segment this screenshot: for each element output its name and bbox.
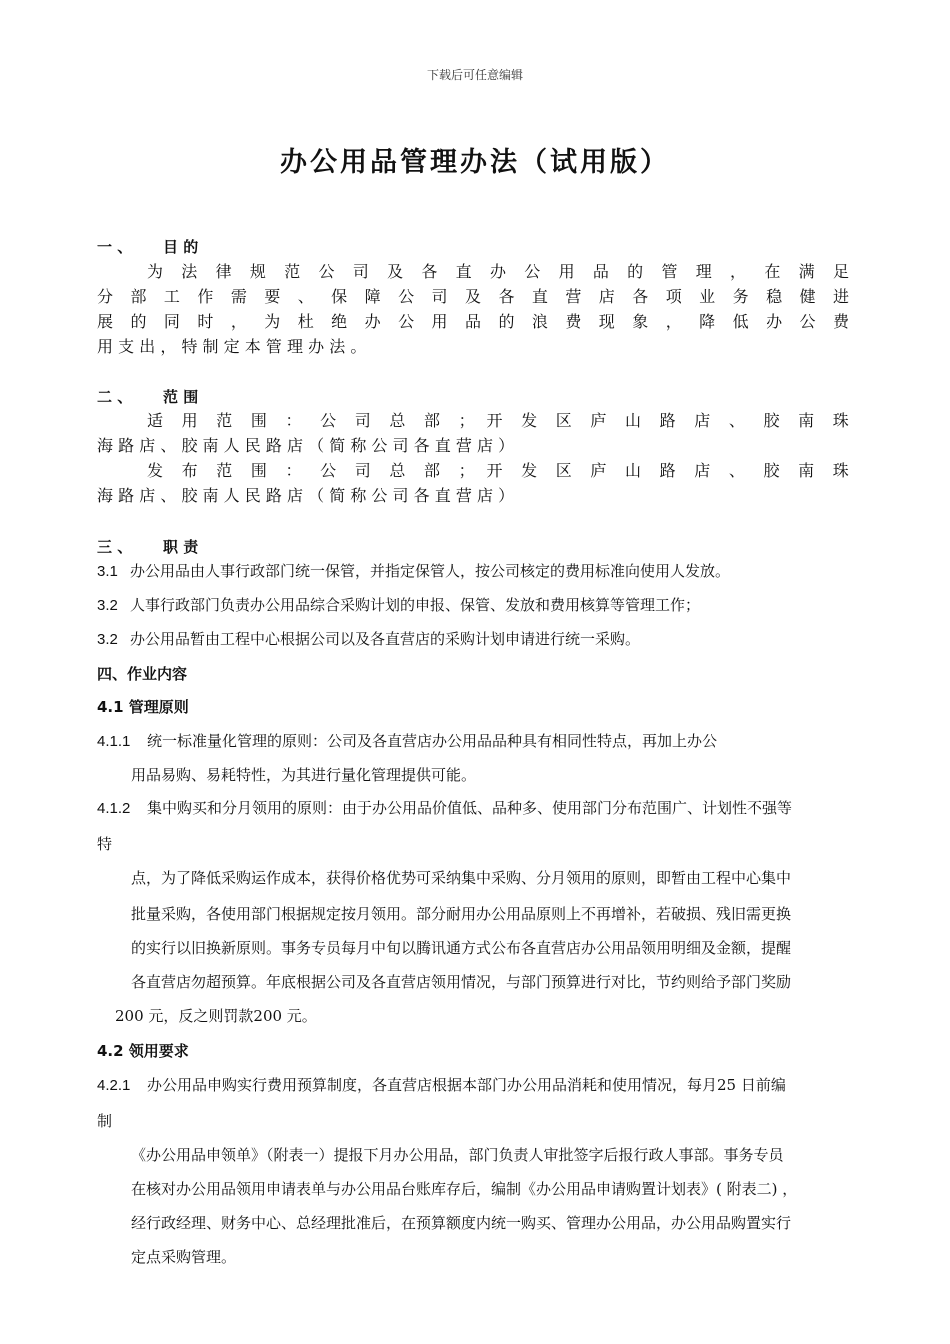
item-text: 人事行政部门负责办公用品综合采购计划的申报、保管、发放和费用核算等管理工作； [130,596,701,614]
paragraph-line [97,796,849,820]
subsection-heading: 4.2 领用要求 [97,1042,189,1060]
section-body-scope [97,408,849,508]
paragraph-line: 展 的 同 时 ， 为 杜 绝 办 公 用 品 的 浪 费 现 象 ， 降 低 办 公 费 [97,312,849,331]
section-heading-purpose [97,236,849,258]
section-body-purpose [97,259,849,359]
item-text: 办公用品申购实行费用预算制度，各直营店根据本部门办公用品消耗和使用情况，每月25 日前编 [147,1076,786,1094]
paragraph-line: 海 路 店 、 胶 南 人 民 路 店 （ 简 称 公 司 各 直 营 店 ） [97,436,515,455]
item-number: 4.1.1 [97,733,131,750]
section-number: 三 、 [97,538,133,556]
item-number: 4.1.2 [97,800,131,817]
paragraph-line: 为 法 律 规 范 公 司 及 各 直 办 公 用 品 的 管 理 ， 在 满 足 [147,262,849,281]
item-text: 办公用品由人事行政部门统一保管，并指定保管人，按公司核定的费用标准向使用人发放。 [130,562,731,580]
paragraph-line: 用 支 出 ， 特 制 定 本 管 理 办 法 。 [97,337,367,356]
item-text: 集中购买和分月领用的原则：由于办公用品价值低、品种多、使用部门分布范围广、计划性不强等 [147,799,793,817]
section-number: 二 、 [97,388,133,406]
paragraph-line: 定点采购管理。 [131,1248,237,1266]
item-number: 3.2 [97,597,118,614]
section-heading-duties [97,536,849,558]
paragraph-line: 适 用 范 围 ： 公 司 总 部 ； 开 发 区 庐 山 路 店 、 胶 南 珠 [147,411,849,430]
paragraph-line: 用品易购、易耗特性，为其进行量化管理提供可能。 [131,766,477,784]
paragraph-line: 的实行以旧换新原则。事务专员每月中旬以腾讯通方式公布各直营店办公用品领用明细及金额，提醒 [131,939,792,957]
paragraph-line: 各直营店勿超预算。年底根据公司及各直营店领用情况，与部门预算进行对比，节约则给予部门奖励 [131,973,792,991]
section-title: 范 围 [163,388,199,406]
subsection-heading: 4.1 管理原则 [97,698,189,716]
paragraph-line: 特 [97,835,113,853]
paragraph-line: 发 布 范 围 ： 公 司 总 部 ； 开 发 区 庐 山 路 店 、 胶 南 珠 [147,461,849,480]
item-number: 4.2.1 [97,1077,131,1094]
list-item [97,627,849,651]
section-title: 职 责 [163,538,199,556]
list-item [97,593,849,617]
paragraph-line: 制 [97,1112,113,1130]
paragraph-line: 200 元，反之则罚款200 元。 [115,1007,317,1025]
paragraph-line: 点，为了降低采购运作成本，获得价格优势可采纳集中采购、分月领用的原则，即暂由工程中心集中 [131,869,792,887]
list-item [97,559,849,583]
header-note: 下载后可任意编辑 [426,68,523,82]
paragraph-line: 在核对办公用品领用申请表单与办公用品台账库存后，编制《办公用品申请购置计划表》( 附表二) ， [131,1180,798,1198]
page-title: 办公用品管理办法（试用版） [280,147,670,178]
paragraph-line: 分 部 工 作 需 要 、 保 障 公 司 及 各 直 营 店 各 项 业 务 稳 健 进 [97,287,849,306]
paragraph-line: 经行政经理、财务中心、总经理批准后，在预算额度内统一购买、管理办公用品，办公用品购置实行 [131,1214,792,1232]
item-text: 办公用品暂由工程中心根据公司以及各直营店的采购计划申请进行统一采购。 [130,630,641,648]
section-number: 一 、 [97,238,133,256]
section-heading-scope [97,386,849,408]
paragraph-line [97,729,849,753]
paragraph-line: 海 路 店 、 胶 南 人 民 路 店 （ 简 称 公 司 各 直 营 店 ） [97,486,515,505]
item-number: 3.1 [97,563,118,580]
paragraph-line: 批量采购，各使用部门根据规定按月领用。部分耐用办公用品原则上不再增补，若破损、残旧需更换 [131,905,792,923]
item-text: 统一标准量化管理的原则：公司及各直营店办公用品品种具有相同性特点，再加上办公 [147,732,718,750]
item-number: 3.2 [97,631,118,648]
section-heading-operations: 四、作业内容 [97,665,188,683]
paragraph-line: 《办公用品申领单》（附表一）提报下月办公用品，部门负责人审批签字后报行政人事部。事务专员 [131,1146,784,1164]
paragraph-line [97,1073,849,1097]
section-title: 目 的 [163,238,199,256]
